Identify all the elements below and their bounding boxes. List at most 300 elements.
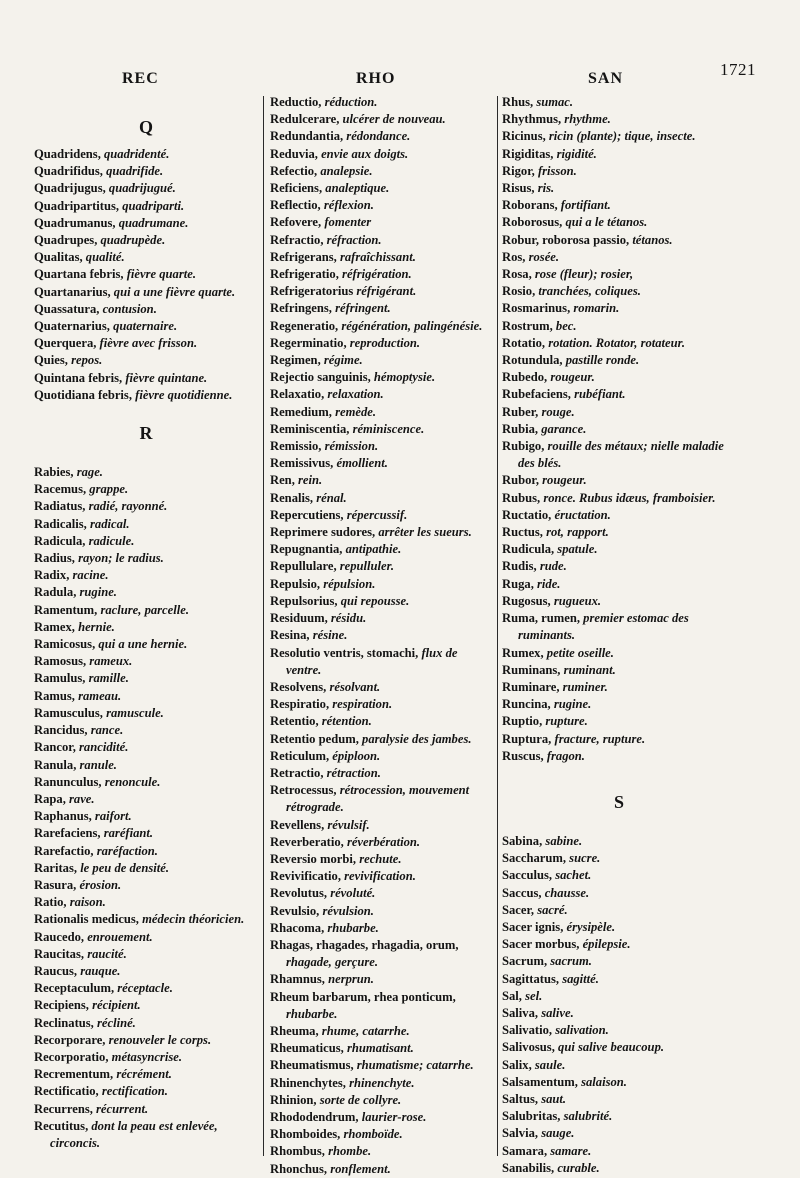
french-translation: arrêter les sueurs. [378,525,472,540]
latin-term: Ranunculus, [34,774,102,789]
french-translation: régénération, palingénésie. [341,318,483,333]
latin-term: Retractio, [270,765,324,780]
dictionary-entry [270,180,494,197]
dictionary-entry [502,610,736,644]
french-translation: réfringent. [335,301,391,316]
dictionary-entry [502,885,736,902]
latin-term: Retentio pedum, [270,731,359,746]
dictionary-column-right [502,94,736,1177]
dictionary-entry [502,197,736,214]
latin-term: Rubefaciens, [502,387,571,402]
french-translation: quadrifide. [106,164,164,179]
latin-term: Rheumaticus, [270,1041,344,1056]
latin-term: Rotatio, [502,335,546,350]
french-translation: réceptacle. [117,981,173,996]
french-translation: rameau. [78,688,122,703]
dictionary-entry [34,757,258,774]
dictionary-entry [502,490,736,507]
dictionary-entry [502,1143,736,1160]
dictionary-entry [502,988,736,1005]
latin-term: Rostrum, [502,318,553,333]
french-translation: renouveler le corps. [108,1032,212,1047]
latin-term: Repugnantia, [270,542,343,557]
dictionary-entry [34,1083,258,1100]
dictionary-entry [34,387,258,404]
french-translation: rude. [539,559,567,574]
french-translation: réduction. [324,95,378,109]
french-translation: sel. [525,988,543,1003]
french-translation: fragon. [546,748,585,763]
column-divider [497,96,498,1156]
dictionary-entry [34,860,258,877]
latin-term: Quotidiana febris, [34,387,132,402]
french-translation: antipathie. [345,542,402,557]
dictionary-entry [502,713,736,730]
french-translation: repulluler. [339,559,394,574]
french-translation: hernie. [78,619,115,634]
french-translation: paralysie des jambes. [362,731,472,746]
dictionary-entry [502,679,736,696]
latin-term: Recrementum, [34,1067,114,1082]
latin-term: Qualitas, [34,250,83,265]
dictionary-entry [270,1040,494,1057]
latin-term: Reprimere sudores, [270,525,376,540]
dictionary-entry [34,215,258,232]
latin-term: Ros, [502,249,526,264]
dictionary-entry [502,696,736,713]
french-translation: ricin (plante); tique, insecte. [548,129,696,144]
french-translation: raréfiant. [103,826,154,841]
dictionary-entry [34,877,258,894]
french-translation: résidu. [330,611,367,626]
french-translation: rhumatisant. [346,1041,414,1056]
latin-term: Radicalis, [34,516,87,531]
dictionary-entry [502,472,736,489]
french-translation: répulsion. [323,576,376,591]
latin-term: Ramusculus, [34,705,103,720]
latin-term: Rhinion, [270,1092,317,1107]
dictionary-entry [34,266,258,283]
latin-term: Salix, [502,1057,532,1072]
french-translation: rosée. [528,249,560,264]
french-translation: analepsie. [320,163,373,178]
french-translation: rémission. [324,439,379,454]
dictionary-entry [34,464,258,481]
french-translation: fièvre quintane. [125,370,208,385]
running-header-left: REC [122,70,159,87]
latin-term: Salivosus, [502,1040,555,1055]
latin-term: Robur, roborosa passio, [502,232,630,247]
french-translation: repos. [71,353,103,368]
dictionary-entry [34,284,258,301]
dictionary-entry [34,516,258,533]
latin-term: Rarefactio, [34,843,94,858]
dictionary-entry [270,266,494,283]
dictionary-entry [270,989,494,1023]
dictionary-entry [34,232,258,249]
dictionary-entry [502,1074,736,1091]
latin-term: Ranula, [34,757,77,772]
latin-term: Ramex, [34,619,75,634]
latin-term: Samara, [502,1143,548,1158]
latin-term: Sagittatus, [502,971,560,986]
latin-term: Quadrumanus, [34,215,116,230]
dictionary-column-middle [270,94,494,1178]
french-translation: révulsif. [327,817,370,832]
french-translation: rupture. [545,714,588,729]
latin-term: Regerminatio, [270,335,347,350]
dictionary-entry [270,507,494,524]
latin-term: Rhus, [502,95,534,109]
dictionary-entry [34,198,258,215]
french-translation: récliné. [96,1015,136,1030]
latin-term: Recipiens, [34,998,89,1013]
french-translation: salivation. [555,1023,609,1038]
latin-term: Ruminare, [502,679,560,694]
french-translation: saule. [534,1057,566,1072]
dictionary-entry [270,197,494,214]
french-translation: radical. [90,516,130,531]
dictionary-entry [34,894,258,911]
french-translation: rotation. Rotator, rotateur. [548,335,686,350]
dictionary-entry [502,971,736,988]
french-translation: ris. [537,181,555,196]
dictionary-entry [34,352,258,369]
french-translation: rayon; le radius. [78,551,164,566]
latin-term: Rarefaciens, [34,826,101,841]
dictionary-entry [34,481,258,498]
latin-term: Rosio, [502,284,536,299]
dictionary-entry [502,541,736,558]
latin-term: Refrigeratio, [270,267,339,282]
french-translation: réminiscence. [352,421,425,436]
dictionary-entry [270,1075,494,1092]
french-translation: sachet. [555,868,592,883]
french-translation: rameux. [89,654,133,669]
dictionary-entry [270,128,494,145]
dictionary-entry [502,283,736,300]
dictionary-entry [502,850,736,867]
french-translation: flux de ventre. [286,645,458,677]
french-translation: rénal. [316,490,347,505]
dictionary-entry [502,94,736,111]
dictionary-entry [34,1066,258,1083]
latin-term: Ruber, [502,404,539,419]
dictionary-entry [270,369,494,386]
french-translation: racine. [72,568,109,583]
dictionary-entry [34,997,258,1014]
dictionary-entry [270,283,494,300]
latin-term: Refrigeratorius [270,284,354,299]
latin-term: Reduvia, [270,146,318,161]
french-translation: rugine. [553,697,592,712]
latin-term: Sacculus, [502,868,553,883]
latin-term: Rationalis medicus, [34,912,139,927]
latin-term: Sacer morbus, [502,937,580,952]
french-translation: rétrocession, mouvement rétrograde. [286,783,470,815]
latin-term: Recutitus, [34,1118,89,1133]
french-translation: rot, rapport. [546,525,609,540]
dictionary-entry [34,619,258,636]
french-translation: hémoptysie. [373,370,436,385]
french-translation: chausse. [544,885,590,900]
dictionary-entry [34,370,258,387]
dictionary-entry [34,808,258,825]
latin-term: Rancor, [34,740,76,755]
dictionary-entry [502,249,736,266]
latin-term: Radiatus, [34,499,86,514]
french-translation: qui a une hernie. [98,637,188,652]
dictionary-entry [502,146,736,163]
latin-term: Radicula, [34,533,86,548]
dictionary-entry [270,713,494,730]
dictionary-entry [502,438,736,472]
french-translation: réverbération. [346,834,421,849]
latin-term: Reverberatio, [270,834,344,849]
dictionary-entry [270,249,494,266]
french-translation: rhubarbe. [327,920,379,935]
french-translation: analeptique. [325,181,390,196]
dictionary-entry [270,903,494,920]
french-translation: rhagade, gerçure. [286,955,378,970]
latin-term: Quartanarius, [34,284,111,299]
latin-term: Repulsio, [270,576,321,591]
french-translation: récurrent. [96,1101,149,1116]
french-translation: salive. [541,1005,574,1020]
latin-term: Quartana febris, [34,267,124,282]
french-translation: renoncule. [104,774,161,789]
french-translation: rechute. [359,851,402,866]
latin-term: Raritas, [34,860,78,875]
dictionary-entry [34,825,258,842]
dictionary-entry [34,180,258,197]
latin-term: Ruptura, [502,731,552,746]
latin-term: Quassatura, [34,301,100,316]
latin-term: Refringens, [270,301,332,316]
latin-term: Resolutio ventris, stomachi, [270,645,419,660]
dictionary-entry [270,1126,494,1143]
dictionary-column-left [34,94,258,1152]
section-letter-q: Q [138,117,153,137]
french-translation: rétraction. [326,765,381,780]
french-translation: émollient. [336,456,388,471]
latin-term: Radius, [34,551,75,566]
latin-term: Relaxatio, [270,387,325,402]
latin-term: Reflectio, [270,198,321,213]
latin-term: Receptaculum, [34,981,115,996]
dictionary-entry [502,214,736,231]
dictionary-entry [270,524,494,541]
french-translation: contusion. [102,301,157,316]
dictionary-entry [270,851,494,868]
dictionary-entry [270,610,494,627]
dictionary-entry [34,163,258,180]
french-translation: rubéfiant. [574,387,626,402]
dictionary-entry [34,567,258,584]
latin-term: Ruga, [502,576,534,591]
latin-term: Repullulare, [270,559,337,574]
french-translation: rance. [90,723,124,738]
french-translation: ronce. Rubus idæus, framboisier. [543,490,716,505]
french-translation: rave. [69,791,95,806]
dictionary-entry [270,885,494,902]
running-header-center: RHO [356,70,396,87]
latin-term: Revivificatio, [270,869,341,884]
french-translation: raucité. [87,946,127,961]
french-translation: sorte de collyre. [319,1092,402,1107]
latin-term: Rhinenchytes, [270,1075,346,1090]
french-translation: envie aux doigts. [321,146,409,161]
french-translation: rhomboïde. [343,1127,403,1142]
dictionary-entry [34,774,258,791]
latin-term: Rejectio sanguinis, [270,370,371,385]
dictionary-entry [502,1160,736,1177]
french-translation: relaxation. [327,387,384,402]
dictionary-entry [270,421,494,438]
latin-term: Quadridens, [34,147,101,161]
dictionary-entry [270,146,494,163]
latin-term: Rigor, [502,163,535,178]
french-translation: réfrigération. [342,267,412,282]
latin-term: Quadripartitus, [34,198,120,213]
french-translation: réfrigérant. [356,284,417,299]
dictionary-entry [270,627,494,644]
dictionary-entry [34,705,258,722]
french-translation: spatule. [557,542,598,557]
french-translation: rougeur. [550,370,595,385]
french-translation: quadriparti. [122,198,185,213]
latin-term: Rubus, [502,490,541,505]
dictionary-entry [34,843,258,860]
dictionary-entry [270,937,494,971]
french-translation: rose (fleur); rosier, [534,267,634,282]
latin-term: Reclinatus, [34,1015,94,1030]
french-translation: récipient. [92,998,141,1013]
latin-term: Salubritas, [502,1109,561,1124]
latin-term: Retentio, [270,714,319,729]
french-translation: premier estomac des ruminants. [518,611,689,643]
french-translation: ruminer. [562,679,608,694]
french-translation: ramuscule. [106,705,164,720]
dictionary-entry [270,1109,494,1126]
dictionary-entry [502,369,736,386]
dictionary-entry [502,266,736,283]
french-translation: raréfaction. [96,843,158,858]
latin-term: Rubia, [502,421,539,436]
latin-term: Ruma, rumen, [502,611,581,626]
latin-term: Rugosus, [502,593,551,608]
french-translation: nerprun. [328,972,374,987]
dictionary-entry [502,128,736,145]
french-translation: sumac. [536,95,574,109]
latin-term: Recurrens, [34,1101,93,1116]
latin-term: Reticulum, [270,748,330,763]
french-translation: grappe. [89,482,129,497]
french-translation: rugueux. [553,593,602,608]
latin-term: Ricinus, [502,129,546,144]
dictionary-entry [34,533,258,550]
dictionary-entry [270,1023,494,1040]
dictionary-entry [502,662,736,679]
latin-term: Risus, [502,181,535,196]
latin-term: Ramulus, [34,671,86,686]
dictionary-entry [502,1039,736,1056]
latin-term: Quadrifidus, [34,164,103,179]
latin-term: Rasura, [34,877,77,892]
french-translation: érosion. [79,877,122,892]
dictionary-entry [34,688,258,705]
running-headers [0,70,800,92]
latin-term: Rancidus, [34,723,88,738]
french-translation: reproduction. [349,335,421,350]
french-translation: ulcérer de nouveau. [342,112,446,127]
french-translation: rédondance. [346,129,411,144]
latin-term: Rhomboides, [270,1127,341,1142]
dictionary-entry [270,472,494,489]
column-divider [263,96,264,1156]
french-translation: sauge. [541,1126,575,1141]
dictionary-entry [270,94,494,111]
dictionary-entry [502,867,736,884]
dictionary-entry [34,498,258,515]
french-translation: métasyncrise. [111,1049,182,1064]
french-translation: ronflement. [330,1161,391,1176]
latin-term: Refovere, [270,215,322,230]
french-translation: quaternaire. [113,319,178,334]
french-translation: répercussif. [346,507,408,522]
latin-term: Ructus, [502,525,543,540]
dictionary-entry [34,1118,258,1152]
latin-term: Regimen, [270,353,321,368]
dictionary-entry [34,911,258,928]
dictionary-entry [270,232,494,249]
dictionary-entry [34,980,258,997]
dictionary-entry [270,335,494,352]
dictionary-entry [502,645,736,662]
latin-term: Rubigo, [502,439,545,454]
dictionary-entry [270,386,494,403]
dictionary-entry [270,490,494,507]
french-translation: érysipèle. [566,919,616,934]
dictionary-entry [502,558,736,575]
french-translation: curable. [557,1160,600,1175]
latin-term: Remissio, [270,439,322,454]
dictionary-entry [270,1092,494,1109]
latin-term: Sabina, [502,833,543,848]
latin-term: Rumex, [502,645,544,660]
french-translation: frisson. [537,163,577,178]
latin-term: Rabies, [34,465,74,480]
latin-term: Roborosus, [502,215,563,230]
dictionary-entry [270,696,494,713]
french-translation: rhume, catarrhe. [321,1023,410,1038]
latin-term: Remissivus, [270,456,334,471]
latin-term: Quadrijugus, [34,181,106,196]
latin-term: Respiratio, [270,697,330,712]
latin-term: Ramosus, [34,654,87,669]
dictionary-entry [34,1015,258,1032]
dictionary-entry [34,963,258,980]
dictionary-entry [270,593,494,610]
latin-term: Rhombus, [270,1144,325,1159]
dictionary-entry [270,111,494,128]
latin-term: Racemus, [34,482,87,497]
dictionary-entry [270,1161,494,1178]
french-translation: radicule. [88,533,135,548]
french-translation: ride. [537,576,561,591]
dictionary-entry [270,163,494,180]
french-translation: rougeur. [542,473,587,488]
